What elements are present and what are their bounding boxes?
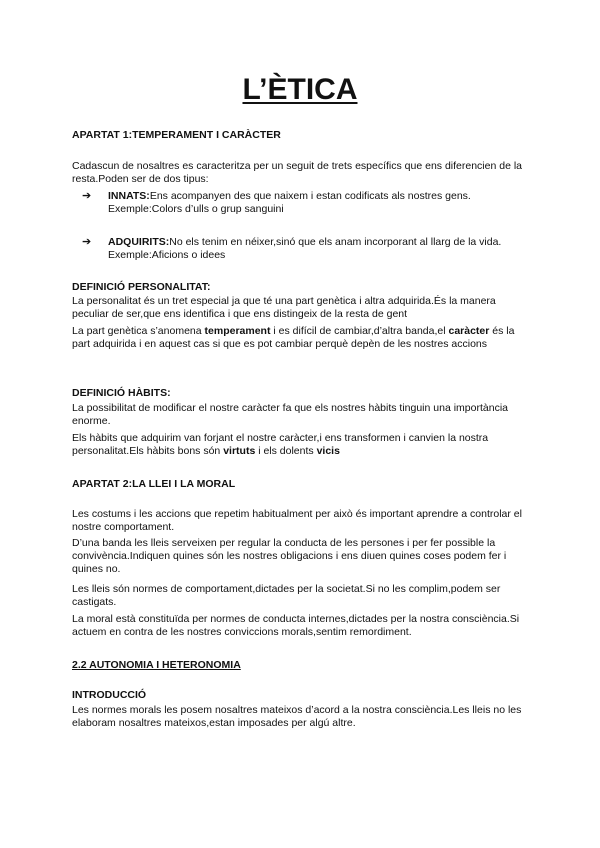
habits-heading: DEFINICIÓ HÀBITS:: [72, 387, 171, 399]
section2-paragraph-3: Les lleis són normes de comportament,dictades per la societat.Si no les complim,podem ser castigats.: [72, 583, 501, 609]
bullet-innats: [82, 190, 530, 216]
section1-intro: Cadascun de nosaltres es caracteritza per un seguit de trets específics que ens diferencien de la resta.Poden ser de dos tipus:: [72, 160, 523, 186]
bullet-innats-line: [82, 190, 530, 203]
section2-paragraph-2: D’una banda les lleis serveixen per regular la conducta de les persones i per fer possible la convivència.Indiquen quines són les nostres obligacions i ens diuen quines coses podem fer i quines no.: [72, 537, 507, 576]
section2-paragraph-4: La moral està constituïda per normes de conducta internes,dictades per la nostra consciència.Si actuem en contra de les nostres conviccions morals,sentim remordiment.: [72, 613, 520, 639]
bullet-adquirits-term: ADQUIRITS:: [108, 236, 170, 248]
bullet-innats-text: Ens acompanyen des que naixem i estan codificats als nostres gens.: [149, 190, 471, 202]
arrow-icon: ➔: [82, 190, 92, 202]
bullet-innats-example: Exemple:Colors d’ulls o grup sanguini: [108, 203, 284, 216]
introduccio-paragraph: Les normes morals les posem nosaltres mateixos d’acord a la nostra consciència.Les lleis no les elaboram nosaltres mateixos,estan imposades per algú altre.: [72, 704, 522, 730]
section22-heading: 2.2 AUTONOMIA I HETERONOMIA: [72, 659, 241, 671]
habits-paragraph-2: Els hàbits que adquirim van forjant el nostre caràcter,i ens transformen i canvien la nostra personalitat.Els hàbits bons són virtuts i els dolents vicis: [72, 432, 489, 458]
introduccio-heading: INTRODUCCIÓ: [72, 689, 147, 701]
bullet-adquirits-text: No els tenim en néixer,sinó que els anam incorporant al llarg de la vida.: [169, 236, 502, 248]
caracter-term: caràcter: [448, 325, 490, 337]
arrow-icon: ➔: [82, 236, 92, 248]
bullet-innats-term: INNATS:: [108, 190, 150, 202]
habits-paragraph-1: La possibilitat de modificar el nostre caràcter fa que els nostres hàbits tinguin una importància enorme.: [72, 402, 508, 428]
personalitat-paragraph-1: La personalitat és un tret especial ja que té una part genètica i altra adquirida.És la manera peculiar de ser,que ens identifica i que ens distingeix de la resta de gent: [72, 295, 496, 321]
temperament-term: temperament: [204, 325, 271, 337]
personalitat-heading: DEFINICIÓ PERSONALITAT:: [72, 281, 211, 293]
section2-paragraph-1: Les costums i les accions que repetim habitualment per això és important aprendre a controlar el nostre comportament.: [72, 508, 522, 534]
page-title: L’ÈTICA: [242, 73, 358, 106]
bullet-adquirits: [82, 236, 530, 262]
bullet-adquirits-example: Exemple:Aficions o idees: [108, 249, 226, 262]
virtuts-term: virtuts: [223, 445, 256, 458]
vicis-term: vicis: [316, 445, 340, 458]
personalitat-paragraph-2: La part genètica s’anomena temperament i es difícil de cambiar,d’altra banda,el caràcter és la part adquirida i en aquest cas si que es pot cambiar perquè depèn de les nostres accions: [72, 325, 515, 351]
bullet-adquirits-line: [82, 236, 530, 249]
section2-heading: APARTAT 2:LA LLEI I LA MORAL: [72, 478, 236, 490]
section1-heading: APARTAT 1:TEMPERAMENT I CARÀCTER: [72, 129, 281, 141]
